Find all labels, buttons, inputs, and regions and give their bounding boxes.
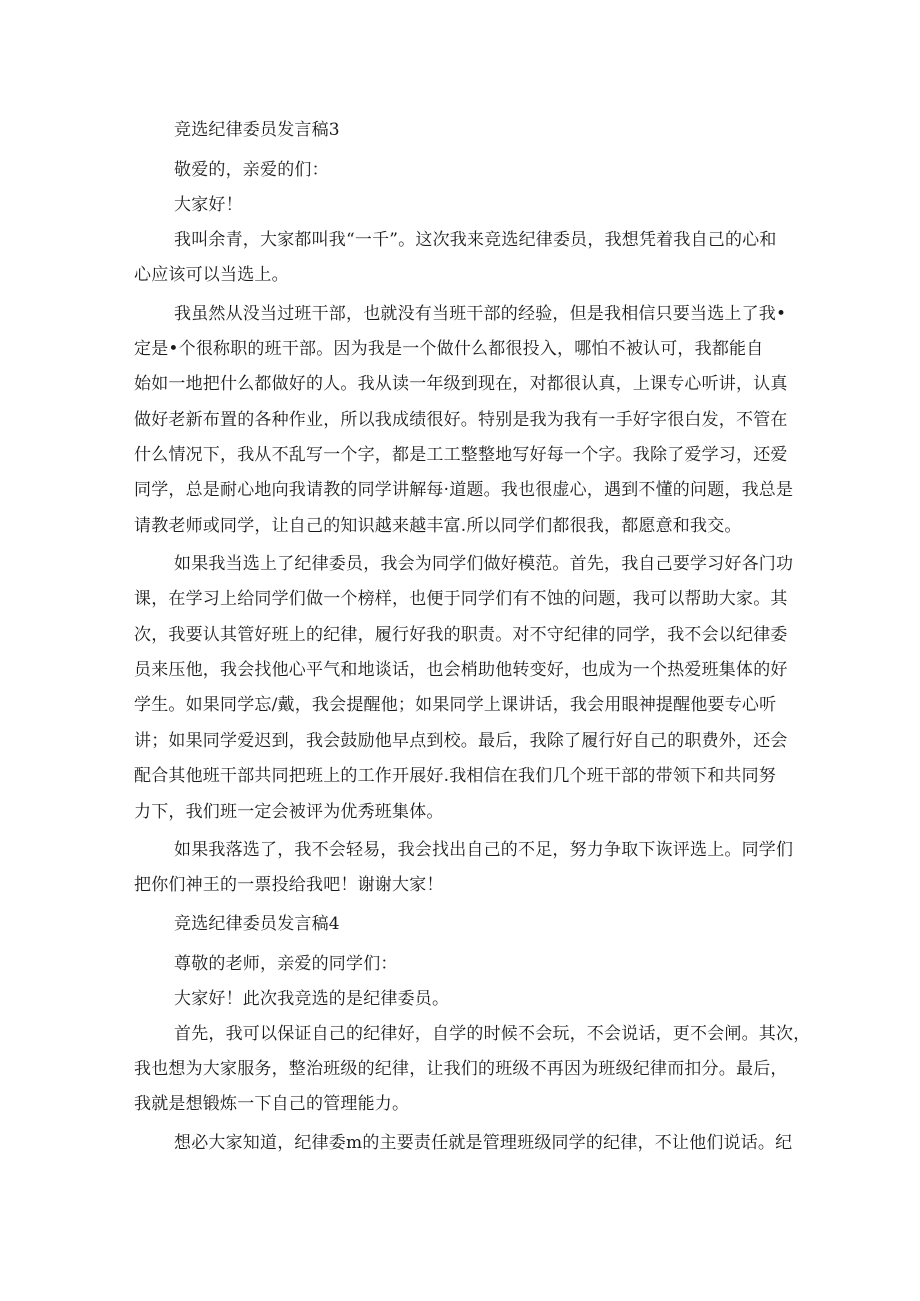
salutation-line: 敬爱的，亲爱的们： [174, 160, 329, 180]
greeting-line: 大家好！ [174, 195, 243, 215]
paragraph-line: 次，我要认其管好班上的纪律，履行好我的职责。对不守纪律的同学，我不会以纪律委 [134, 625, 788, 645]
paragraph-line: 同学，总是耐心地向我请教的同学讲解每·道题。我也很虚心，遇到不懂的问题，我总是 [134, 480, 794, 500]
paragraph-line: 我就是想锻炼一下自己的管理能力。 [134, 1094, 410, 1114]
paragraph-line: 课，在学习上给同学们做一个榜样，也便于同学们有不蚀的问题，我可以帮助大家。其 [134, 589, 788, 609]
salutation-line: 尊敬的老师，亲爱的同学们： [174, 954, 398, 974]
paragraph-line: 如果我落选了，我不会轻易，我会找出自己的不足，努力争取下诙评选上。同学们 [174, 840, 794, 860]
paragraph-line: 做好老新布置的各种作业，所以我成绩很好。特别是我为我有一手好字很白发，不管在 [134, 410, 788, 430]
heading-speech-3: 竞选纪律委员发言稿3 [174, 120, 340, 140]
paragraph-line: 力下，我们班一定会被评为优秀班集体。 [134, 802, 444, 822]
paragraph-line: 请教老师或同学，让自己的知识越来越丰富.所以同学们都很我，都愿意和我交。 [134, 516, 742, 536]
paragraph-line: 想必大家知道，纪律委m的主要责任就是管理班级同学的纪律，不让他们说话。纪 [174, 1133, 793, 1153]
paragraph-line: 我也想为大家服务，整治班级的纪律，让我们的班级不再因为班级纪律而扣分。最后， [134, 1059, 788, 1079]
paragraph-line: 如果我当选上了纪律委员，我会为同学们做好模范。首先，我自己要学习好各门功 [174, 554, 794, 574]
heading-speech-4: 竞选纪律委员发言稿4 [174, 914, 340, 934]
paragraph-line: 定是•个很称职的班干部。因为我是一个做什么都很投入，哪怕不被认可，我都能自 [134, 339, 764, 359]
paragraph-line: 什么情况下，我从不乱写一个字，都是工工整整地写好每一个字。我除了爱学习，还爱 [134, 445, 788, 465]
paragraph-line: 配合其他班干部共同把班上的工作开展好.我相信在我们几个班干部的带领下和共同努 [134, 766, 777, 786]
paragraph-line: 把你们神王的一票投给我吧！谢谢大家！ [134, 875, 444, 895]
paragraph-line: 讲；如果同学爱迟到，我会鼓励他早点到校。最后，我除了履行好自己的职费外，还会 [134, 731, 788, 751]
paragraph-line: 始如一地把什么都做好的人。我从读一年级到现在，对都很认真，上课专心听讲，认真 [134, 374, 788, 394]
paragraph-line: 我叫余青，大家都叫我“一千”。这次我来竞选纪律委员，我想凭着我自己的心和 [174, 230, 777, 250]
paragraph-line: 我虽然从没当过班干部，也就没有当班干部的经验，但是我相信只要当选上了我• [174, 304, 787, 324]
paragraph-line: 员来压他，我会找他心平气和地谈话，也会梢助他转变好，也成为一个热爱班集体的好 [134, 660, 788, 680]
paragraph-line: 心应该可以当选上。 [134, 265, 289, 285]
greeting-line: 大家好！此次我竞选的是纪律委员。 [174, 989, 450, 1009]
paragraph-line: 首先，我可以保证自己的纪律好，自学的时候不会玩，不会说话，更不会闸。其次， [174, 1024, 811, 1044]
paragraph-line: 学生。如果同学忘/戴，我会提醒他；如果同学上课讲话，我会用眼神提醒他要专心听 [134, 695, 777, 715]
